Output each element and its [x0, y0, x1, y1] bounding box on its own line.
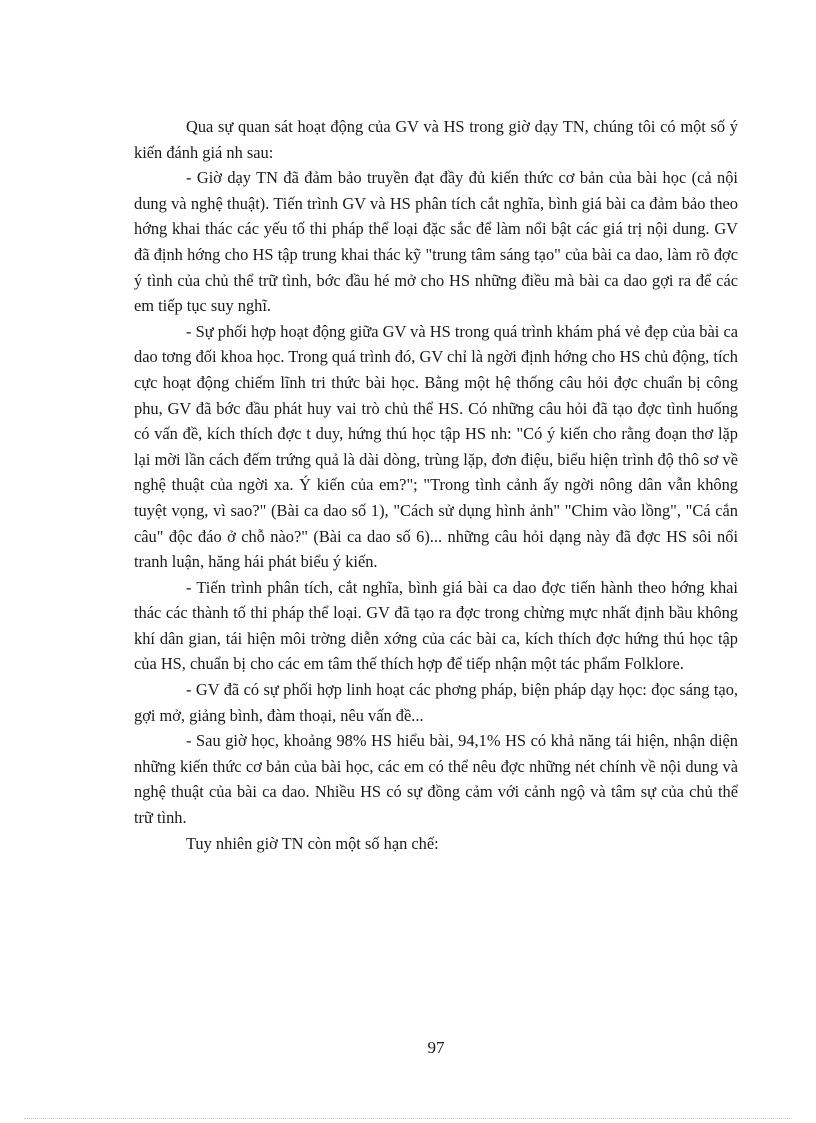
bottom-dotted-rule — [24, 1118, 792, 1119]
paragraph-intro: Qua sự quan sát hoạt động của GV và HS trong giờ dạy TN, chúng tôi có một số ý kiến đánh giá nh sau: — [134, 117, 738, 162]
paragraph-analysis: - Tiến trình phân tích, cắt nghĩa, bình giá bài ca dao đợc tiến hành theo hớng khai thác các thành tố thi pháp thể loại. GV đã tạo ra đợc trong chừng mực nhất định bầu không khí dân gian, tái hiện môi trờng diễn xớng của các bài ca, kích thích đợc hứng thú học tập của HS, chuẩn bị cho các em tâm thế thích hợp để tiếp nhận một tác phẩm Folklore. — [134, 577, 738, 674]
paragraph-cooperation: - Sự phối hợp hoạt động giữa GV và HS trong quá trình khám phá vẻ đẹp của bài ca dao tơng đối khoa học. Trong quá trình đó, GV chỉ là ngời định hớng cho HS chủ động, tích cực hoạt động chiếm lĩnh tri thức bài học. Bằng một hệ thống câu hỏi đợc chuẩn bị công phu, GV đã bớc đầu phát huy vai trò chủ thể HS. Có những câu hỏi đã tạo đợc tình huống có vấn đề, kích thích đợc t duy, hứng thú học tập HS nh: "Có ý kiến cho rằng đoạn thơ lặp lại mời lần cách đếm trứng quả là dài dòng, trùng lặp, đơn điệu, biểu hiện trình độ thô sơ về nghệ thuật của ngời xa. Ý kiến của em?"; "Trong tình cảnh ấy ngời nông dân vẫn không tuyệt vọng, vì sao?" (Bài ca dao số 1), "Cách sử dụng hình ảnh" "Chim vào lồng", "Cá cắn câu" độc đáo ở chỗ nào?" (Bài ca dao số 6)... những câu hỏi dạng này đã đợc HS sôi nổi tranh luận, hăng hái phát biểu ý kiến. — [134, 321, 738, 572]
paragraph-results: - Sau giờ học, khoảng 98% HS hiểu bài, 94,1% HS có khả năng tái hiện, nhận diện những kiến thức cơ bản của bài học, các em có thể nêu đợc những nét chính về nội dung và nghệ thuật của bài ca dao. Nhiều HS có sự đồng cảm với cảnh ngộ và tâm sự của chủ thể trữ tình. — [134, 731, 738, 828]
paragraph-knowledge: - Giờ dạy TN đã đảm bảo truyền đạt đầy đủ kiến thức cơ bản của bài học (cả nội dung và nghệ thuật). Tiến trình GV và HS phân tích cắt nghĩa, bình giá bài ca đảm bảo theo hớng khai thác các yếu tố thi pháp thể loại đặc sắc để làm nổi bật các giá trị nội dung. GV đã định hớng cho HS tập trung khai thác kỹ "trung tâm sáng tạo" của bài ca dao, làm rõ đợc ý tình của chủ thể trữ tình, bớc đầu hé mở cho HS những điều mà bài ca dao gợi ra để các em tiếp tục suy nghĩ. — [134, 168, 738, 316]
page-number: 97 — [427, 1038, 445, 1057]
paragraph-limitations: Tuy nhiên giờ TN còn một số hạn chế: — [186, 833, 439, 853]
body-text — [134, 114, 738, 856]
paragraph-methods: - GV đã có sự phối hợp linh hoạt các phơng pháp, biện pháp dạy học: đọc sáng tạo, gợi mở, giảng bình, đàm thoại, nêu vấn đề... — [134, 680, 738, 725]
